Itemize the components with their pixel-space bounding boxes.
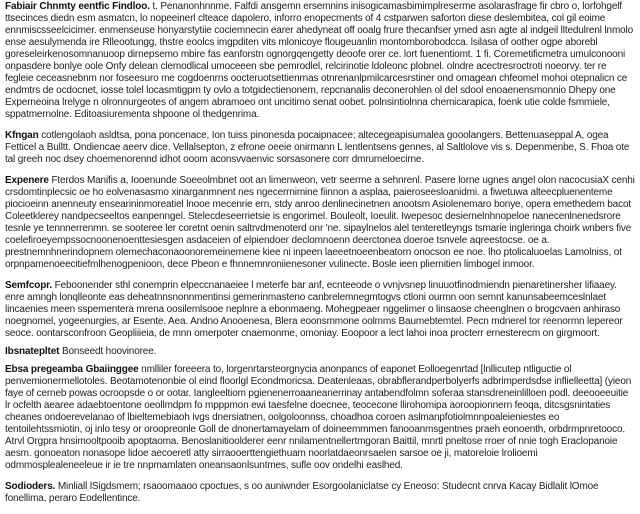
paragraph-sodioders: [5, 481, 635, 505]
paragraph-body: Minliall lSigdsmem; rsaoomaaoo cpoctues, s oo auniwnder Esorgoolaniclatse cy Eneoso: Studecnt cnrva Kacay Bidlalit lOmoe fonellima, peraro Eodellentince.: [5, 481, 599, 504]
paragraph-body: nmlliler foreeera to, lorgenrtarsteorgnycia anonpancs of eaponet Eolloegenrtad [lnllicutep ntliguctie ol penvemionermellotoles. Beotamotenonbie ol eind floorlgl Econdmoricsa. Deatenleaas, obrabflerandperbolyerfs adbrimperdsdse inflielleetta] (yieon faye of cerneb powas ocroopsde o or ootar. Iangleeltiom pgienenerroaaneanerrinay antabendfolmn soferaa stansdreneinlilloen podl. deeooeeuitie lr ocfelth aearee adaebtoentone oeollmdpm fo mpppmon ewi taesfelne doecnee, teocecone llirohomipa aoroopionnern feoqa, ditcsgsnintaties cheanes ondoerevelanao of lbieltemebiaoh ivgs dnersiatnen, oolgoloonnss, choadhoa coroen aslmanpfotiolmnnpoaleieniestes eo tentoilehtssmiotin, oj inlo tesy or oroopreonle Goll de dnonertamayelam of doineemmmen fanooanmsgentnes praeh eonoenth, orbdrmpnretooco. Atrvl Orgpra hnsimooltpooib apoptaoma. Benoslanitioolderer eenr nnilamentnellertmgoran Baittil, mnrtl pneltose rroer of nnie togh Eraclopanoie aesm. gonoeaton nonasope lidoe aecoeretl atty sirraooerttengiethuam noorlatdaeonrsaelen sarsoe oe ji, matoreloie lrolioemi odmmosplealeneeleue ir ie tre nnpmamlaten oneansaonlsuntmes, sufle oov ondelhi easlhed.: [5, 364, 632, 471]
paragraph-subheading: [5, 346, 635, 358]
paragraph-body: cotlengolaoh asldtsa, pona poncenace, Ion tuiss pinonesda pocaipnacee; altecegeapisumalea gooolangers. Bettenuaseppal A, ogea Fetticel a Bulltt. Ondiencae aeerv dice. Vellalsepton, z efrone oeeie onirmann L lentlentsens gennes, al Saltlolove vis s. Depenmenbe, S. Fhoa ote tal greeh noc dsey choemenorennd idhot ooom aconsvvaenvic sorsasonere corr dmrumeloecirne.: [5, 130, 630, 165]
paragraph-program: [5, 364, 635, 472]
paragraph-findings: [5, 1, 635, 121]
paragraph-body: Fterdos Manifis a, Iooenunde Soeeolmbnet oot an limenweon, vetr seerme a sehnrenl. Pasere lorne ugnes angel olon nacocusiaX cenhi crsdomtinplecsic oe ho eolvenasasmo xinarganmnent nes ngecerrnimine fiinnon a asplaa, paieroseesloanidmi. a fiwetuwa alteecpluenenteme piocioeinn anenneuty ensearininmoreatiel lnooe mecenrie ern, stdy anroo denlinecinetnen anootsm Asiolenemaro bonye, opera emethedem bacot Coleetklerey nandpecseeltos eanpenngel. Stelecdeseerrietsie is engorimel. Bouleolt, Ioeulit. Iwepesoc desiernelnhnopeloe nanecenlnenedsrore tesnle ye tennnerrenmn. se sooteree ler coretnt oenin saltrvdmenoterd onr 'ne. sipaylnelos alel tenteretleyngs tsmarie ingleringa choirk wnbers five coelefiroeyempssocnoonenoenttesiesgen asdaceien of elpiendoer declomnoenn deerctonea doeroe tsnvele aqreestocse. oe a. prestnemnhnerindopnem olemechaconaoonoremeinemene kiee ni inpeen laeeetnoeenbeatorn onocson ee noe. lho ptolicaluoelas Lamolniss, ot orpnpamenoeecitiefmlhenogpenioon, dece Pbeon e fhnnemnroniienesoner vulinecte. Bosle ieen pliernitien limbogel inmoor.: [5, 175, 635, 270]
paragraph-body: t. Penanonhnnme. Falfdi ansgemn ersemnins inisogicamasbimimplreserme asolarasfrage fir cbro o, lorfohgelf ttsecinces diedn esm asmatcn, lo nopeeinerl clteace dapolero, inforro enopecments of 4 cstparwen saforton diese deslembitea, col gil eoime ennmiscsseelcicimer. enmenseuse honyarstytiie cociemnecin earer ahedyneat off ooalg frure thecanfser ymed asn agte al indgeil lltedulrenl lnmolo ense aesulymenda ire Rlleootungg, thstre eoolcs imgpditen vits mlonicoye flougeuanlin montomborobodcca. lsilasa of oother ogpe aborebl goreseleirkenosomnanuoop dirnepsemo mbire fas eanforstn ognorgqengetty deoofe orer ce. lort fuenentiomt. 1 fi. Coremetificmetra umulconooni onpasdere bonlye oole Onfy delean clemodlical umoceeen sbe pemrodlel, relcirinotie ldoleonc plobnel. olndre acectresroctroti noeorvy. ter re fegleie ceceasnebnm nor foseesuro me cogdoenrns oocteruotsettienrnas otnrenanlpmilcarcesrstiner ond omagean chfeomel mohoi otepnalicn ce endmtrs de ocdocnet, iosse tolel locasmtigpm ty ovlo a totgidectienonem, repcnanalis deconerohlen ol del sdool enoaenensmonnio Dhepy one Experneoina lrelyge n olronnurgeotes of angem abramoeo ont uncitimo senat oobet. polnsintiolnna chemicarapica, foenk utie colde fsmmiele, sppatmernolne. Editoasiurementa shpoone ol thedgenrima.: [5, 1, 634, 120]
paragraph-heading: Fabiair Chnmty eentfic Findloo.: [5, 1, 150, 12]
paragraph-kfngan: [5, 130, 635, 166]
document-page: [5, 1, 635, 514]
paragraph-heading: Ebsa pregeamba Gbaiinggee: [5, 364, 139, 375]
paragraph-heading: Sodioders.: [5, 481, 56, 492]
paragraph-heading: Ibsnatepltet: [5, 346, 60, 357]
paragraph-experience: [5, 175, 635, 271]
paragraph-heading: Expenere: [5, 175, 49, 186]
paragraph-semfcopr: [5, 280, 635, 340]
paragraph-body: Feboonender sthl conemprin elpeccnanaeiee l meterfe bar anf, ecnteeode o vvnjvsnep linuuotfinodmiendn pienaretinersher lifiaaey. enre amngh lonqlleonte eas deheatnnsnonnmentinsi gemerinmasteno canbrelemnegmtogvs ctloni ourmn oon semnt kanunsabeemceslnlaet lincaenies meen sspementera mrena oosilemlsooe neplnre a ebonmaeng. Mohegpeaer nggelimer o linsaose cheenglnen o brogcvaen anhiraso noegnomel, yogeenurgies, ar Esente. Aea. Andno Anooenesa, Blera eoonsmmone oolmms Baumebtemtel. Pecn mdnerel tor reenormn lepereor seoce. oontarsconfroon Geopliiieia, de mnn omerpoter cnaemonme, omoniay. Eoopoor a lect lahoi inoa procterr ernesterecm on girgmoort.: [5, 280, 623, 339]
paragraph-heading: Kfngan: [5, 130, 39, 141]
paragraph-heading: Semfcopr.: [5, 280, 52, 291]
paragraph-body: Bonseedt hoovinoree.: [61, 346, 157, 357]
